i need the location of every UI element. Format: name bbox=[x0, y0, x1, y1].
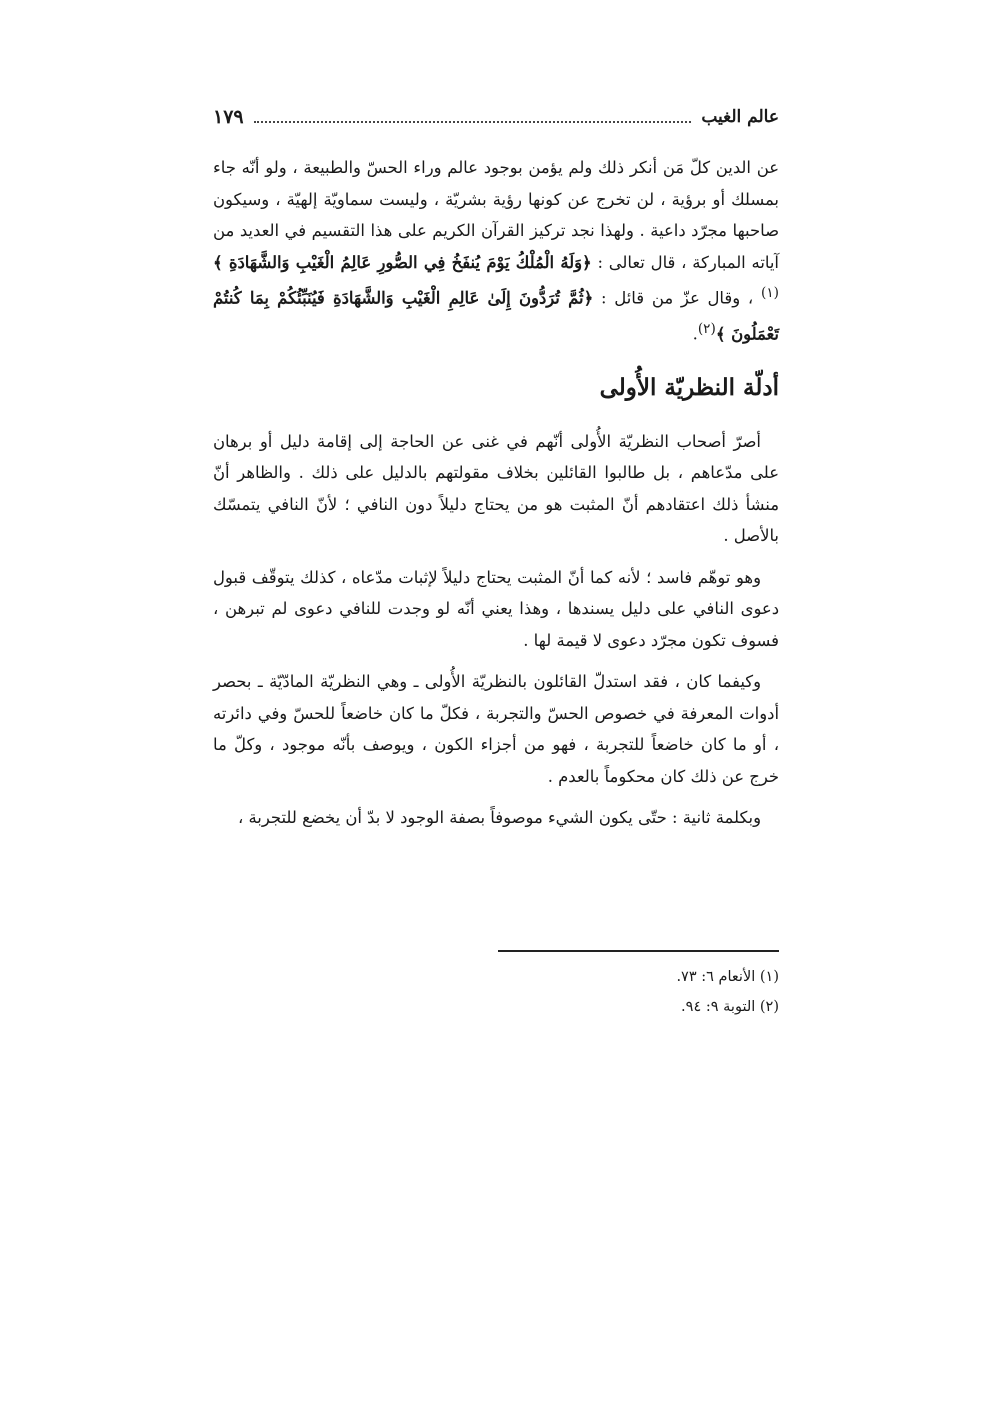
footnote-1: (١) الأنعام ٦: ٧٣. bbox=[676, 969, 779, 985]
paragraph-3: وهو توهّم فاسد ؛ لأنه كما أنّ المثبت يحتاج دليلاً لإثبات مدّعاه ، كذلك يتوقّف قبول دعوى النافي على دليل يسندها ، وهذا يعني أنّه لو وجدت للنافي دعوى لم تبرهن ، فسوف تكون مجرّد دعوى لا قيمة لها . bbox=[213, 567, 779, 650]
section-heading: أدلّة النظريّة الأُولى bbox=[599, 373, 779, 401]
paragraph-1-start: عن الدين كلّ مَن أنكر ذلك ولم يؤمن بوجود عالم وراء الحسّ والطبيعة ، ولو أنّه جاء بمسلك أو برؤية ، لن تخرج عن كونها رؤية بشريّة ، وليست سماويّة إلهيّة ، وسيكون صاحبها مجرّد داعية . ولهذا نجد تركيز القرآن الكريم على هذا التقسيم في العديد من آياته المباركة ، قال تعالى : bbox=[213, 158, 779, 272]
page-number: ١٧٩ bbox=[213, 106, 244, 128]
paragraph-5: وبكلمة ثانية : حتّى يكون الشيء موصوفاً بصفة الوجود لا بدّ أن يخضع للتجربة ، bbox=[238, 808, 761, 828]
header-dotted-leader bbox=[254, 111, 692, 123]
paragraph-1-end: . bbox=[692, 324, 698, 344]
quran-verse-2: ﴿ثُمَّ تُرَدُّونَ إِلَىٰ عَالِمِ الْغَيْبِ وَالشَّهَادَةِ فَيُنَبِّئُكُمْ بِمَا كُنتُمْ تَعْمَلُونَ ﴾ bbox=[213, 288, 779, 344]
paragraph-4: وكيفما كان ، فقد استدلّ القائلون بالنظريّة الأُولى ـ وهي النظريّة المادّيّة ـ بحصر أدوات المعرفة في خصوص الحسّ والتجربة ، فكلّ ما كان خاضعاً للحسّ وفي دائرته ، أو ما كان خاضعاً للتجربة ، فهو من أجزاء الكون ، ويوصف بأنّه موجود ، وكلّ ما خرج عن ذلك كان محكوماً بالعدم . bbox=[213, 672, 779, 786]
footnotes bbox=[213, 962, 779, 1022]
footnote-ref-2: (٢) bbox=[697, 320, 716, 337]
running-title: عالم الغيب bbox=[701, 107, 779, 127]
footnote-ref-1: (١) bbox=[761, 285, 779, 301]
page-body bbox=[213, 152, 779, 844]
paragraph-1-mid: ، وقال عزّ من قائل : bbox=[601, 288, 754, 308]
footnote-2: (٢) التوبة ٩: ٩٤. bbox=[681, 999, 779, 1015]
paragraph-2: أصرّ أصحاب النظريّة الأُولى أنّهم في غنى عن الحاجة إلى إقامة دليل أو برهان على مدّعاهم ، بل طالبوا القائلين بخلاف مقولتهم بالدليل على ذلك . والظاهر أنّ منشأ ذلك اعتقادهم أنّ المثبت هو من يحتاج دليلاً دون النافي ؛ لأنّ النافي يتمسّك بالأصل . bbox=[213, 431, 779, 546]
quran-verse-1: ﴿وَلَهُ الْمُلْكُ يَوْمَ يُنفَخُ فِي الصُّورِ عَالِمُ الْغَيْبِ وَالشَّهَادَةِ ﴾ bbox=[213, 252, 592, 272]
footnote-separator bbox=[498, 950, 779, 952]
paragraph-1 bbox=[213, 152, 779, 350]
page-header bbox=[213, 100, 779, 134]
